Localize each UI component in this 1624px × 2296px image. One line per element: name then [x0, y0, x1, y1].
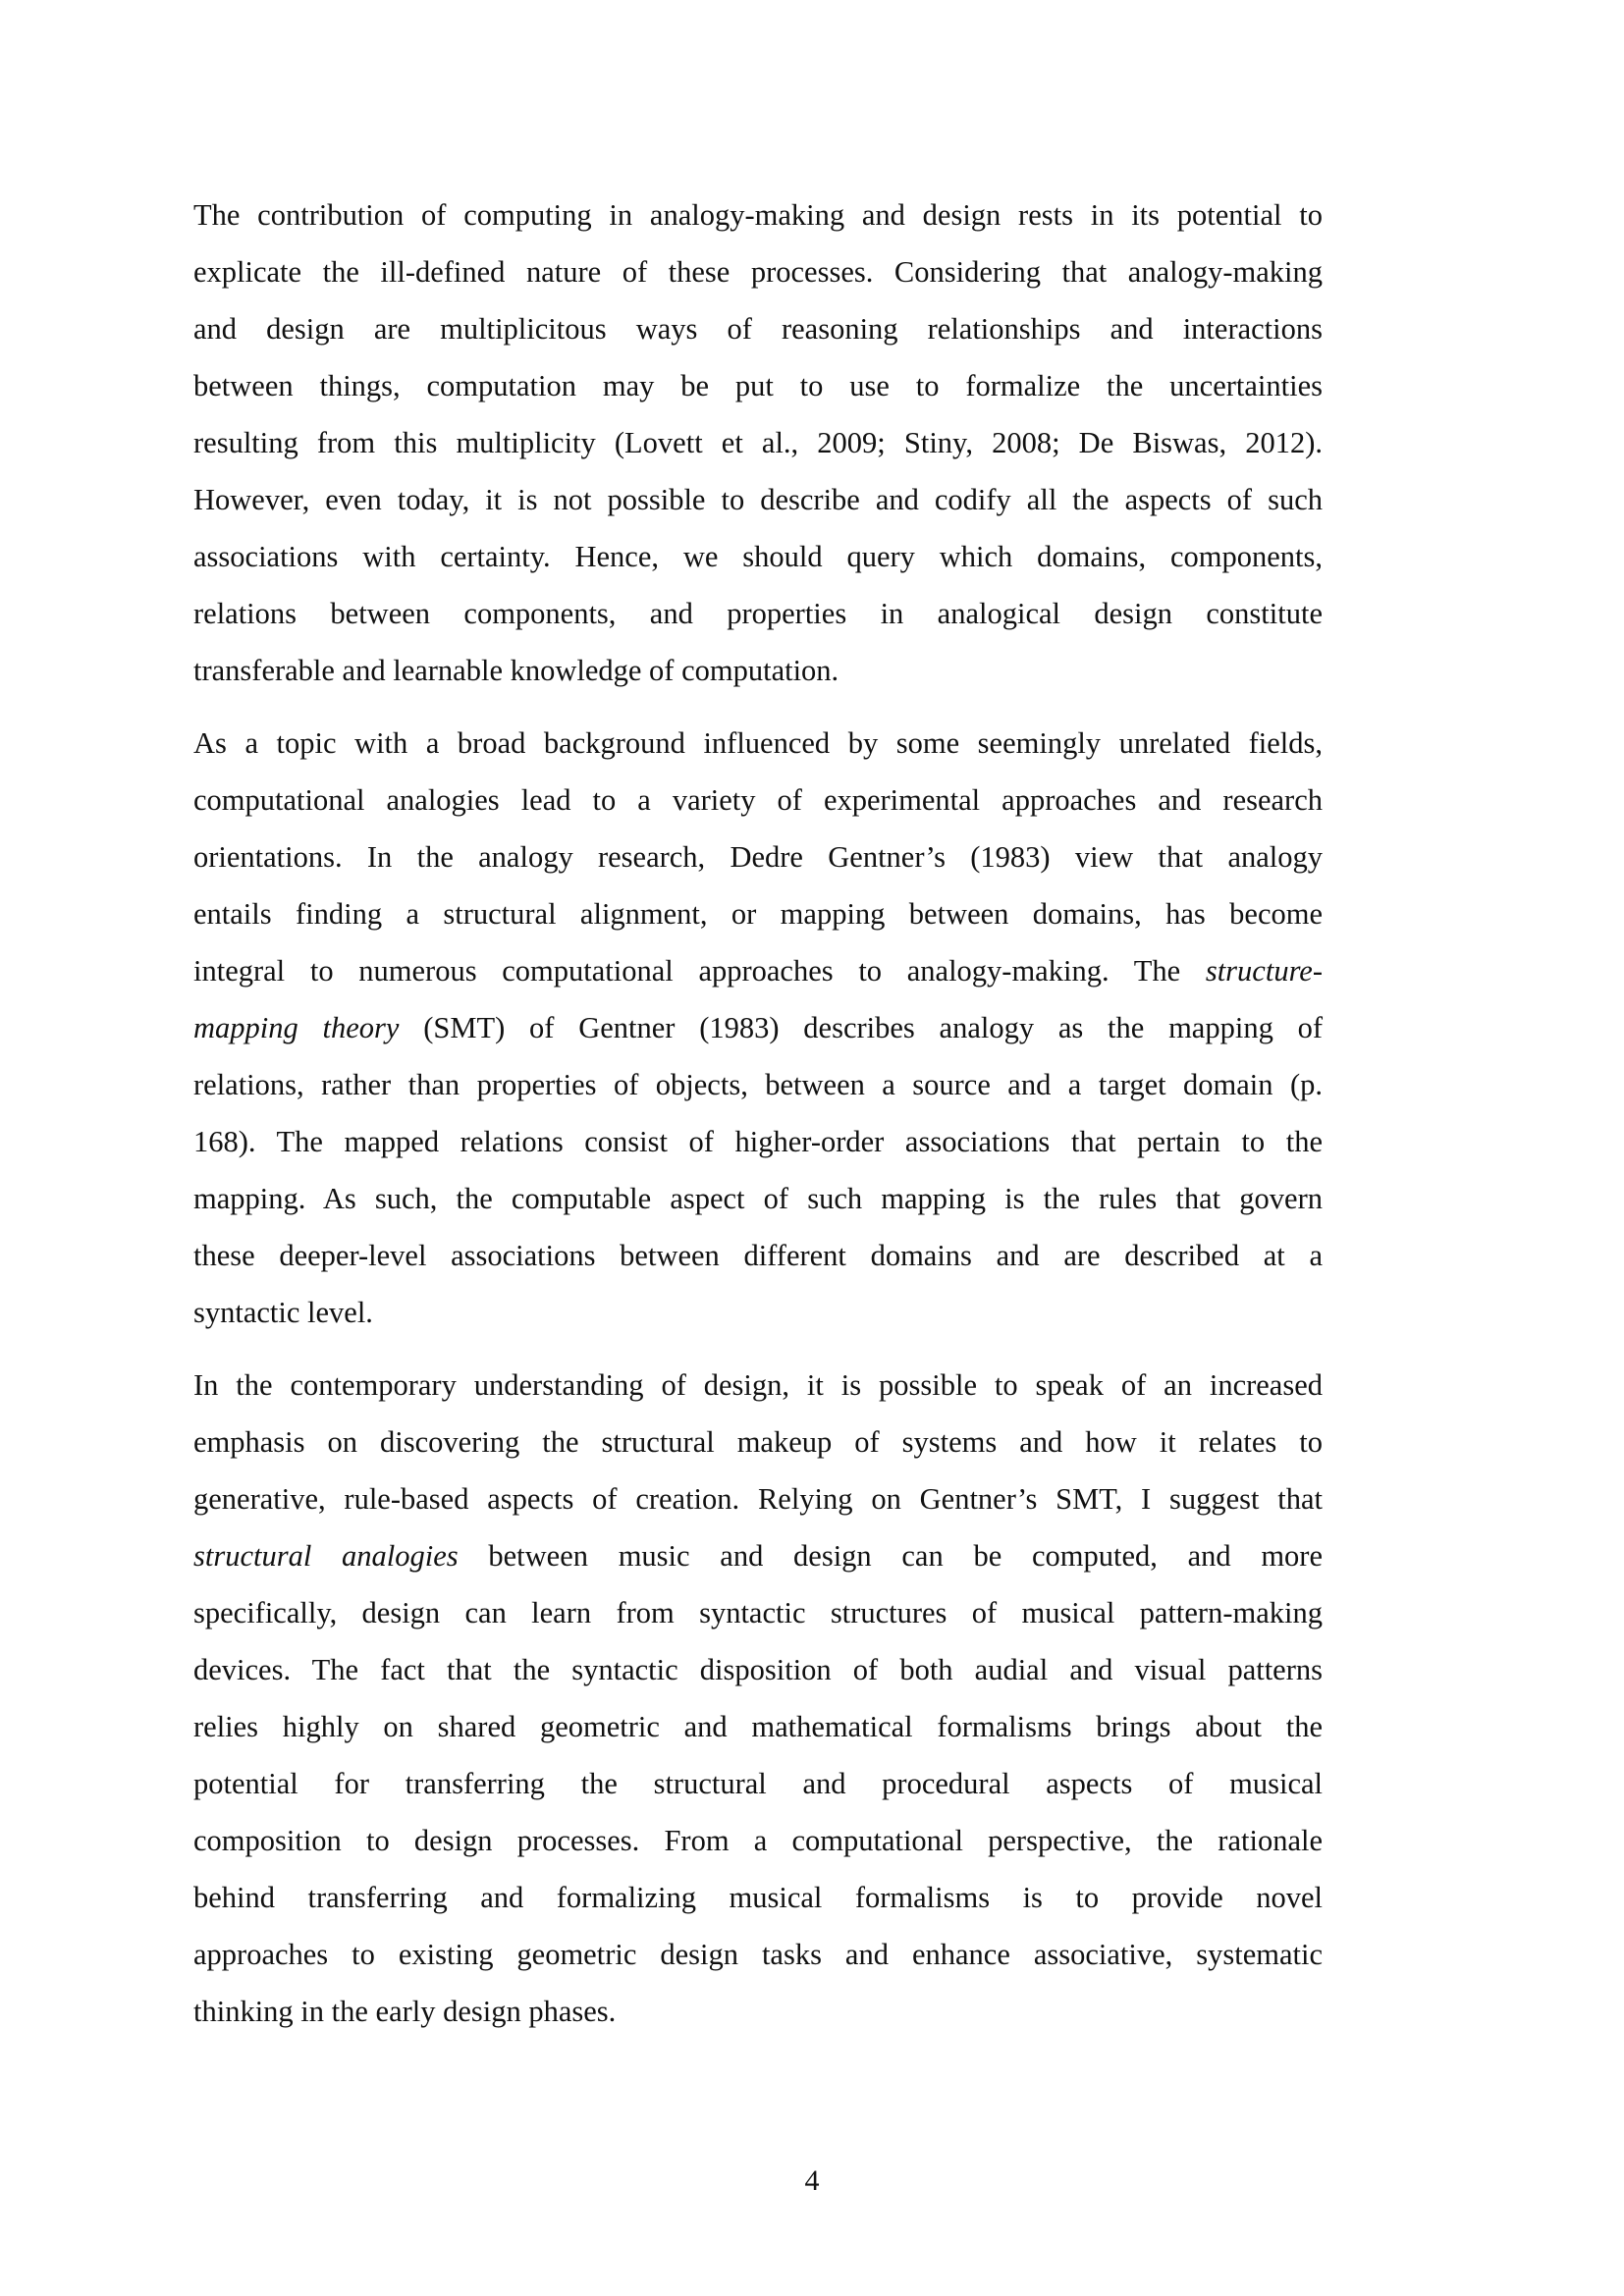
- text-line: 168). The mapped relations consist of higher-order associations that pertain to the: [193, 1125, 1323, 1158]
- text-line: devices. The fact that the syntactic disposition of both audial and visual patterns: [193, 1653, 1323, 1686]
- text-line: mapping. As such, the computable aspect of such mapping is the rules that govern: [193, 1182, 1323, 1215]
- text-line: [193, 942, 1323, 999]
- text-line: generative, rule-based aspects of creation. Relying on Gentner’s SMT, I suggest that: [193, 1482, 1323, 1516]
- italic-term: mapping theory: [193, 1011, 400, 1044]
- text-line: and design are multiplicitous ways of reasoning relationships and interactions: [193, 312, 1323, 346]
- text-line: relations between components, and properties in analogical design constitute: [193, 597, 1323, 630]
- text-line: composition to design processes. From a computational perspective, the rationale: [193, 1824, 1323, 1857]
- text-line: approaches to existing geometric design tasks and enhance associative, systematic: [193, 1938, 1323, 1971]
- text-line: potential for transferring the structural and procedural aspects of musical: [193, 1767, 1323, 1800]
- text-line: computational analogies lead to a variety of experimental approaches and research: [193, 783, 1323, 817]
- paragraph-2: [193, 715, 1323, 1341]
- text-line: between things, computation may be put to use to formalize the uncertainties: [193, 369, 1323, 402]
- text-line: However, even today, it is not possible to describe and codify all the aspects of such: [193, 483, 1323, 516]
- text-line: [193, 999, 1323, 1056]
- paragraph-1: [193, 187, 1323, 699]
- text-line: relations, rather than properties of objects, between a source and a target domain (p.: [193, 1068, 1323, 1101]
- italic-term: structural analogies: [193, 1539, 459, 1573]
- document-body: [193, 187, 1323, 2056]
- text-line: specifically, design can learn from syntactic structures of musical pattern-making: [193, 1596, 1323, 1629]
- text-line: [193, 1527, 1323, 1584]
- text-line: associations with certainty. Hence, we should query which domains, components,: [193, 540, 1323, 573]
- text-line: As a topic with a broad background influenced by some seemingly unrelated fields,: [193, 726, 1323, 760]
- text-line: entails finding a structural alignment, or mapping between domains, has become: [193, 897, 1323, 931]
- text-line: resulting from this multiplicity (Lovett et al., 2009; Stiny, 2008; De Biswas, 2012).: [193, 426, 1323, 459]
- paragraph-3: [193, 1357, 1323, 2040]
- text-line: The contribution of computing in analogy-making and design rests in its potential to: [193, 198, 1323, 232]
- text-line: behind transferring and formalizing musical formalisms is to provide novel: [193, 1881, 1323, 1914]
- text-line: thinking in the early design phases.: [193, 1995, 617, 2028]
- text-line: transferable and learnable knowledge of computation.: [193, 654, 839, 687]
- text-run: (SMT) of Gentner (1983) describes analogy as the mapping of: [399, 1011, 1323, 1044]
- text-run: integral to numerous computational approaches to analogy-making. The: [193, 954, 1206, 988]
- text-line: emphasis on discovering the structural makeup of systems and how it relates to: [193, 1425, 1323, 1459]
- text-line: syntactic level.: [193, 1296, 373, 1329]
- page-number: 4: [804, 2164, 820, 2197]
- text-line: these deeper-level associations between different domains and are described at a: [193, 1239, 1323, 1272]
- text-line: orientations. In the analogy research, Dedre Gentner’s (1983) view that analogy: [193, 840, 1323, 874]
- text-run: between music and design can be computed, and more: [458, 1539, 1324, 1573]
- text-line: explicate the ill-defined nature of these processes. Considering that analogy-making: [193, 255, 1323, 289]
- text-line: In the contemporary understanding of design, it is possible to speak of an increased: [193, 1368, 1323, 1402]
- italic-term: structure-: [1205, 954, 1323, 988]
- text-line: relies highly on shared geometric and mathematical formalisms brings about the: [193, 1710, 1323, 1743]
